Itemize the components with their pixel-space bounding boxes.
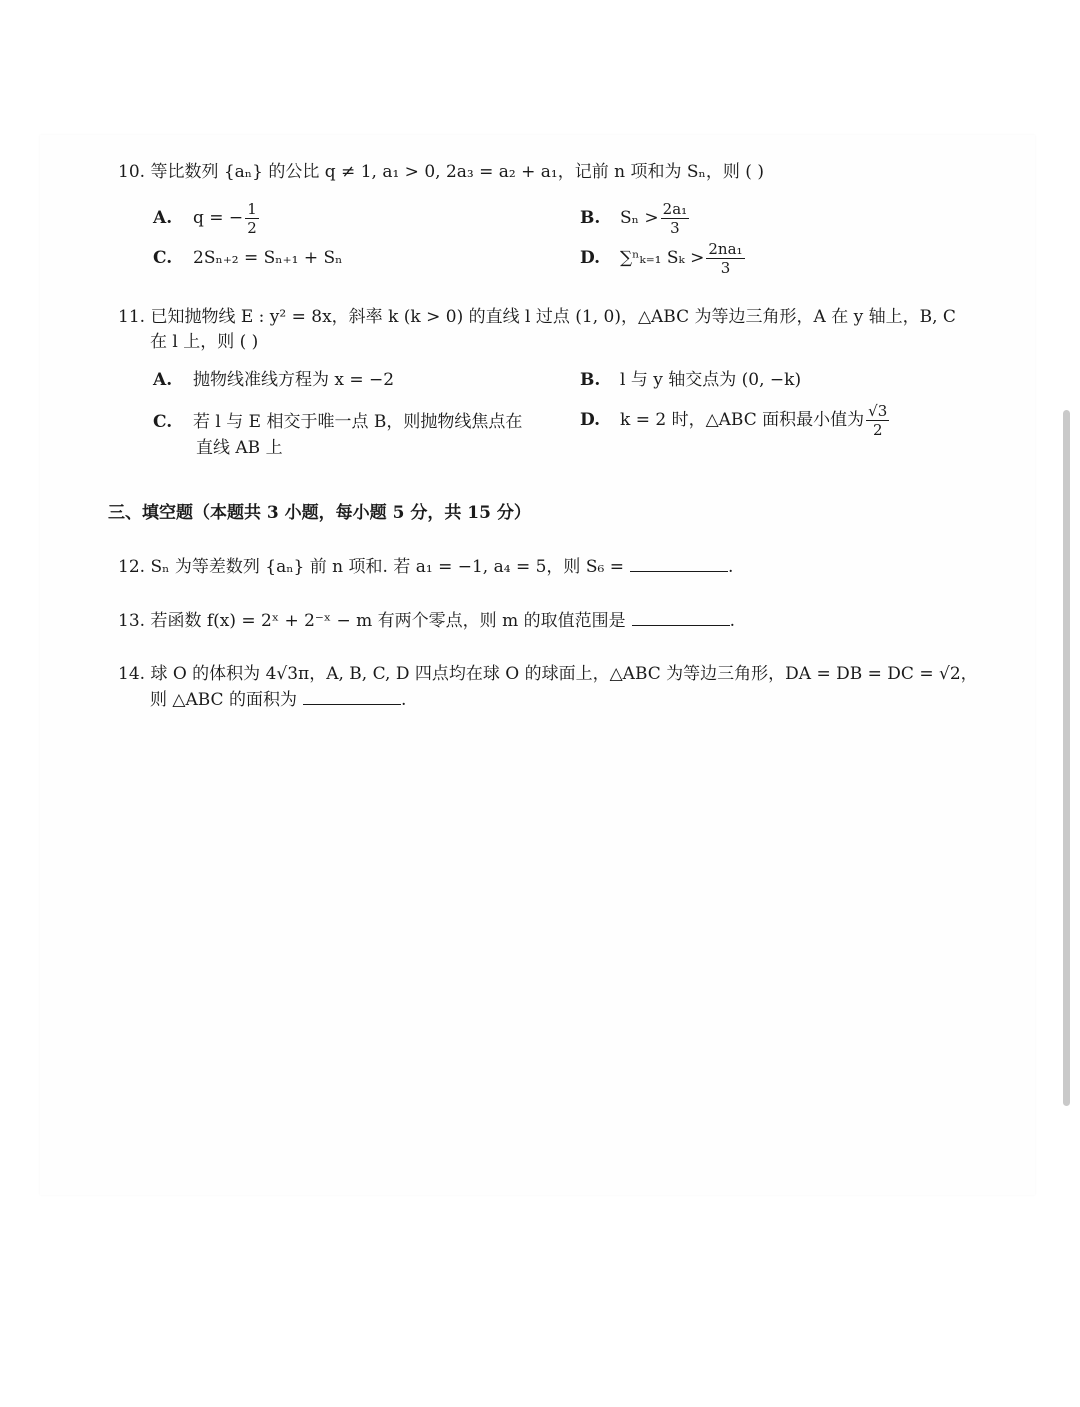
q11-option-a[interactable]: A. 抛物线准线方程为 x = −2 — [153, 370, 395, 390]
q11-option-d[interactable]: D. k = 2 时，△ABC 面积最小值为 $\frac{√3}{2}$ — [580, 402, 888, 439]
q10-option-a[interactable]: A. q = − $\frac{1}{2}$ — [153, 200, 257, 237]
q10-option-b[interactable]: B. Sₙ > $\frac{\text{2a₁}}{3}$ — [580, 200, 688, 237]
answer-blank[interactable] — [632, 611, 730, 626]
answer-blank[interactable] — [630, 557, 728, 572]
question-12: 12. Sₙ 为等差数列 {aₙ} 前 n 项和. 若 a₁ = −1, a₄ = 5，则 S₆ = . — [118, 557, 734, 577]
q11-option-b[interactable]: B. l 与 y 轴交点为 (0, −k) — [580, 370, 802, 390]
fraction: $\frac{\text{2a₁}}{3}$ — [662, 200, 688, 237]
fraction: $\frac{\text{2na₁}}{3}$ — [708, 240, 743, 277]
q10-option-d[interactable]: D. ∑ⁿₖ₌₁ Sₖ > $\frac{\text{2na₁}}{3}$ — [580, 240, 743, 277]
q11-option-c[interactable]: C. 若 l 与 E 相交于唯一点 B，则抛物线焦点在 — [153, 412, 523, 432]
answer-blank[interactable] — [303, 690, 401, 705]
question-10-stem: 10. 等比数列 {aₙ} 的公比 q ≠ 1, a₁ > 0, 2a₃ = a₂ + a₁，记前 n 项和为 Sₙ，则 ( ) — [118, 162, 764, 182]
question-14-cont: 则 △ABC 的面积为 . — [150, 690, 407, 710]
question-13: 13. 若函数 f(x) = 2ˣ + 2⁻ˣ − m 有两个零点，则 m 的取值范围是 . — [118, 611, 736, 631]
scrollbar[interactable] — [1063, 410, 1070, 1106]
q11-option-c-cont: 直线 AB 上 — [196, 438, 283, 458]
question-11-stem-cont: 在 l 上，则 ( ) — [150, 332, 259, 352]
fraction: $\frac{1}{2}$ — [247, 200, 257, 237]
fraction: $\frac{√3}{2}$ — [868, 402, 888, 439]
question-14: 14. 球 O 的体积为 4√3π，A, B, C, D 四点均在球 O 的球面上，△ABC 为等边三角形，DA = DB = DC = √2， — [118, 664, 978, 684]
q10-option-c[interactable]: C. 2Sₙ₊₂ = Sₙ₊₁ + Sₙ — [153, 248, 343, 268]
section-title: 三、填空题（本题共 3 小题，每小题 5 分，共 15 分） — [108, 503, 531, 523]
question-11-stem: 11. 已知抛物线 E : y² = 8x，斜率 k (k > 0) 的直线 l 过点 (1, 0)，△ABC 为等边三角形，A 在 y 轴上，B, C — [118, 307, 956, 327]
